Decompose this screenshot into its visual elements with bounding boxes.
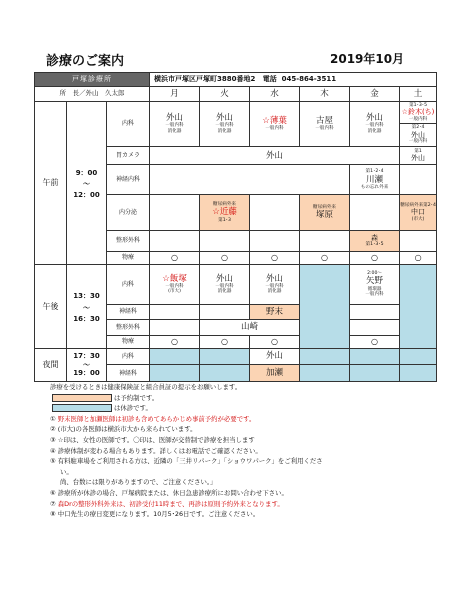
cell-pm-neuro-tue [200, 304, 250, 319]
legend-closed: は休診です。 [50, 403, 440, 414]
legend-peach-swatch [52, 394, 112, 402]
cell-am-ortho-wed [250, 230, 300, 251]
cell-am-rehab-tue: ○ [200, 251, 250, 264]
period-label: 夜間 [42, 360, 59, 370]
day-mon: 月 [150, 87, 200, 101]
cell-pm-rehab-fri: ○ [350, 335, 400, 348]
note-5: ⑤ 有料駐車場をご利用される方は、近隣の「三井リパーク」「ショウワパーク」をご利用くださ [50, 457, 323, 466]
cell-am-internal-mon: 外山 一般内科 消化器 [150, 101, 200, 146]
cell-ev-internal-sat [400, 348, 437, 365]
note-1: ① 野末医師と加瀬医師は初診も含めてあらかじめ事前予約が必要です。 [50, 414, 256, 423]
day-sat: 土 [400, 87, 437, 101]
cell-pm-sat-closed [400, 264, 437, 348]
issue-date: 2019年10月 [330, 52, 405, 66]
legend-reservation: は予約制です。 [50, 393, 440, 404]
note-8: ⑧ 中口先生の療日変更になります。10月5･26日です。ご注意ください。 [50, 510, 260, 519]
dept-physiotherapy: 物療 [107, 251, 150, 264]
period-morning [35, 101, 67, 264]
note-3: ③ ☆印は、女性の医師です。〇印は、医師が交替制で診療を担当します [50, 435, 255, 444]
cell-am-internal-thu: 古屋 一般内科 [300, 101, 350, 146]
cell-am-endo-tue: 糖尿病外来 ☆近藤 第1･3 [200, 195, 250, 230]
cell-am-internal-tue: 外山 一般内科 消化器 [200, 101, 250, 146]
dept-neuropsychiatry: 神経科 [107, 365, 150, 382]
cell-ev-internal-fri [350, 348, 400, 365]
period-afternoon-time: 13：30 ～ 16：30 [67, 264, 107, 348]
tel-number[interactable]: 045-864-3511 [281, 75, 337, 84]
note-insurance: 診療を受けるときは健康保険証と組合員証の提示をお願いします。 [50, 383, 242, 391]
cell-pm-internal-wed: 外山 一般内科 消化器 [250, 264, 300, 304]
note-4: ④ 診療体制が変わる場合もあります。詳しくはお電話でご確認ください。 [50, 446, 262, 455]
cell-am-endo-fri [350, 195, 400, 230]
cell-am-endo-mon [150, 195, 200, 230]
note-7: ⑦ 森Drの整形外科外来は、初診受付11時まで、再診は原則予約外来となります。 [50, 499, 284, 508]
cell-ev-neuro-wed: 加瀬 [250, 365, 300, 382]
director-name: 所 長／外山 久太郎 [35, 87, 150, 101]
cell-pm-internal-mon: ☆飯塚 一般内科 (市大) [150, 264, 200, 304]
notes-section [50, 382, 440, 520]
dept-internal: 内科 [107, 348, 150, 365]
schedule-table [34, 72, 437, 382]
cell-pm-ortho-mon [150, 320, 200, 335]
dept-orthopedics: 整形外科 [107, 320, 150, 335]
cell-am-rehab-fri: ○ [350, 251, 400, 264]
cell-am-endo-sat: 糖尿病外来第2･4 中口 (市大) [400, 195, 437, 230]
dept-physiotherapy: 物療 [107, 335, 150, 348]
dept-neurology: 神経内科 [107, 165, 150, 195]
cell-am-rehab-wed: ○ [250, 251, 300, 264]
cell-ev-internal-tue [200, 348, 250, 365]
cell-ev-neuro-thu [300, 365, 350, 382]
cell-ev-internal-wed: 外山 [250, 348, 300, 365]
cell-am-neuro-sat [400, 165, 437, 195]
cell-am-neuro-fri: 第1･2･4 川瀬 もの忘れ外来 [350, 165, 400, 195]
note-5-cont: い。 [60, 467, 73, 476]
period-evening [35, 348, 67, 381]
cell-am-ortho-thu [300, 230, 350, 251]
cell-am-ortho-mon [150, 230, 200, 251]
cell-am-ortho-fri: 森 第1･3･5 [350, 230, 400, 251]
cell-am-internal-sat-1: 第1･3･5 ☆鈴木(ち) 一般内科 [400, 101, 437, 124]
cell-ev-neuro-mon [150, 365, 200, 382]
period-label: 午前 [42, 177, 59, 187]
cell-am-ortho-sat [400, 230, 437, 251]
dept-orthopedics: 整形外科 [107, 230, 150, 251]
cell-am-gastro-weekdays: 外山 [150, 146, 400, 165]
cell-am-endo-wed [250, 195, 300, 230]
cell-ev-neuro-sat [400, 365, 437, 382]
cell-am-gastro-sat: 第1 外山 [400, 146, 437, 165]
cell-am-rehab-sat: ○ [400, 251, 437, 264]
day-thu: 木 [300, 87, 350, 101]
cell-pm-ortho-tue: 山崎 [200, 320, 300, 335]
cell-ev-internal-thu [300, 348, 350, 365]
cell-pm-rehab-wed: ○ [250, 335, 300, 348]
period-afternoon [35, 264, 67, 348]
cell-pm-neuro-mon [150, 304, 200, 319]
cell-am-neuro-empty [150, 165, 350, 195]
day-fri: 金 [350, 87, 400, 101]
cell-pm-neuro-fri [350, 304, 400, 319]
cell-pm-thu-closed [300, 264, 350, 348]
note-5-parking-limit: 尚、台数には限りがありますので、ご注意ください。」 [60, 478, 217, 487]
cell-ev-neuro-fri [350, 365, 400, 382]
cell-am-internal-sat-2: 第2･4 外山 一般内科 [400, 124, 437, 147]
cell-pm-rehab-mon: ○ [150, 335, 200, 348]
day-wed: 水 [250, 87, 300, 101]
dept-endocrine: 内分泌 [107, 195, 150, 230]
period-evening-time: 17：30 ～ 19：00 [67, 348, 107, 381]
period-morning-time: 9：00 ～ 12：00 [67, 101, 107, 264]
cell-pm-internal-fri: 2:00～ 矢野 循環器 一般内科 [350, 264, 400, 304]
period-label: 午後 [42, 301, 59, 311]
dept-gastroscopy: 胃カメラ [107, 146, 150, 165]
cell-am-rehab-thu: ○ [300, 251, 350, 264]
cell-ev-internal-mon [150, 348, 200, 365]
note-6: ⑥ 診療所が休診の場合、戸塚病院または、休日急患診療所にお問い合わせ下さい。 [50, 488, 288, 497]
dept-internal: 内科 [107, 264, 150, 304]
cell-ev-neuro-tue [200, 365, 250, 382]
cell-am-internal-wed: ☆薄葉 一般内科 [250, 101, 300, 146]
cell-pm-rehab-tue: ○ [200, 335, 250, 348]
tel-label: 電話 [262, 75, 277, 84]
cell-pm-ortho-fri [350, 320, 400, 335]
page-title: 診療のご案内 [46, 54, 125, 69]
day-tue: 火 [200, 87, 250, 101]
legend-blue-swatch [52, 404, 112, 412]
clinic-name: 戸塚診療所 [35, 73, 150, 87]
cell-am-ortho-tue [200, 230, 250, 251]
cell-pm-neuro-wed: 野末 [250, 304, 300, 319]
cell-am-endo-thu: 糖尿病外来 塚原 [300, 195, 350, 230]
dept-neuropsychiatry: 神経科 [107, 304, 150, 319]
cell-am-rehab-mon: ○ [150, 251, 200, 264]
cell-am-internal-fri: 外山 一般内科 消化器 [350, 101, 400, 146]
clinic-address: 横浜市戸塚区戸塚町3880番地2 [154, 75, 256, 84]
note-2: ② (市大)の各医師は横浜市大から来られています。 [50, 425, 197, 434]
dept-internal: 内科 [107, 101, 150, 146]
clinic-contact [150, 73, 437, 87]
cell-pm-internal-tue: 外山 一般内科 消化器 [200, 264, 250, 304]
